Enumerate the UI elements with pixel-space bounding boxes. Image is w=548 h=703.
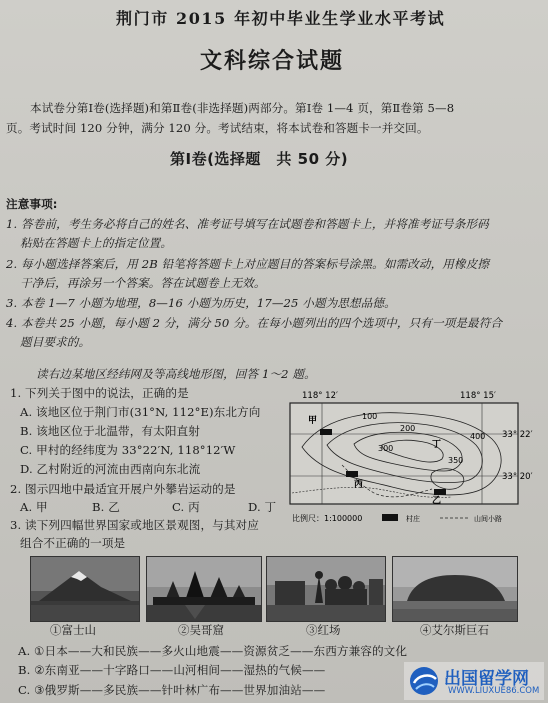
photo-caption: ①富士山 [50,623,96,637]
note-line: 4. 本卷共 25 小题，每小题 2 分，满分 50 分。在每小题列出的四个选项中，只有一项是最符合 [6,316,503,330]
map-lat-bottom: 33° 20′ [502,472,533,482]
subject-title: 文科综合试题 [200,49,345,74]
exam-title: 荆门市 2015 年初中毕业生学业水平考试 [116,9,446,28]
q1-option-c: C. 甲村的经纬度为 33°22′N, 118°12′W [20,443,236,457]
photo-angkor [146,556,262,622]
intro-line-2: 页。考试时间 120 分钟，满分 120 分。考试结束，将本试卷和答题卡一并交回。 [6,121,429,135]
watermark-name: 出国留学网 [444,669,529,689]
q2-option-b: B. 乙 [92,500,120,514]
q2-option-c: C. 丙 [172,500,200,514]
village-label: 丁 [432,440,442,450]
contour-label: 400 [470,432,486,441]
photo-red-square [266,556,386,622]
note-line: 2. 每小题选择答案后，用 2B 铅笔将答题卡上对应题目的答案标号涂黑。如需改动，用橡皮擦 [6,257,490,271]
contour-label: 350 [448,456,464,465]
village-label: 甲 [308,416,318,426]
q1-stem: 1. 下列关于图中的说法，正确的是 [10,386,189,400]
q2-option-d: D. 丁 [248,500,277,514]
q2-stem: 2. 图示四地中最适宜开展户外攀岩运动的是 [10,482,236,496]
intro-line-1: 本试卷分第Ⅰ卷(选择题)和第Ⅱ卷(非选择题)两部分。第Ⅰ卷 1—4 页，第Ⅱ卷第 5—8 [30,101,455,115]
map-lon-left: 118° 12′ [302,391,338,401]
note-line: 干净后，再涂另一个答案。答在试题卷上无效。 [20,276,266,290]
photo-ayers-rock [392,556,518,622]
legend-village: 村庄 [406,515,420,523]
legend-path: 山间小路 [474,515,502,523]
note-line: 3. 本卷 1—7 小题为地理，8—16 小题为历史，17—25 小题为思想品德。 [6,296,396,310]
photo-caption: ④艾尔斯巨石 [420,623,489,637]
watermark-url: WWW.LIUXUE86.COM [448,686,540,696]
photo-fuji [30,556,140,622]
watermark [404,662,544,700]
q3-stem: 3. 读下列四幅世界国家或地区景观图，与其对应 [10,518,259,532]
note-line: 1. 答卷前，考生务必将自己的姓名、准考证号填写在试题卷和答题卡上，并将准考证号条形码 [6,217,489,231]
q1-option-d: D. 乙村附近的河流由西南向东北流 [20,462,201,476]
q2-option-a: A. 甲 [20,500,48,514]
contour-label: 100 [362,412,378,421]
contour-label: 300 [378,444,394,453]
photo-caption: ③红场 [306,623,341,637]
q1-option-a: A. 该地区位于荆门市(31°N, 112°E)东北方向 [20,405,261,419]
contour-label: 200 [400,424,416,433]
question-intro: 读右边某地区经纬网及等高线地形图，回答 1～2 题。 [36,367,316,381]
village-label: 乙 [432,496,442,506]
q3-option-b: B. ②东南亚——十字路口——山河相间——湿热的气候—— [18,663,326,677]
note-line: 题目要求的。 [20,335,91,349]
watermark-logo-icon [408,665,440,697]
q3-option-a: A. ①日本——大和民族——多火山地震——资源贫乏——东西方兼容的文化 [18,644,408,658]
map-scale: 比例尺：1:100000 [292,514,363,523]
q1-option-b: B. 该地区位于北温带，有太阳直射 [20,424,200,438]
q3-option-c: C. ③俄罗斯——多民族——针叶林广布——世界加油站—— [18,683,326,697]
notes-heading: 注意事项: [6,197,58,211]
contour-map [282,389,544,531]
note-line: 粘贴在答题卡上的指定位置。 [20,236,173,250]
q3-stem-2: 组合不正确的一项是 [20,536,126,550]
map-lon-right: 118° 15′ [460,391,496,401]
village-label: 丙 [354,480,364,490]
section-title: 第Ⅰ卷(选择题 共 50 分) [170,150,349,168]
photo-caption: ②吴哥窟 [178,623,224,637]
map-lat-top: 33° 22′ [502,430,533,440]
